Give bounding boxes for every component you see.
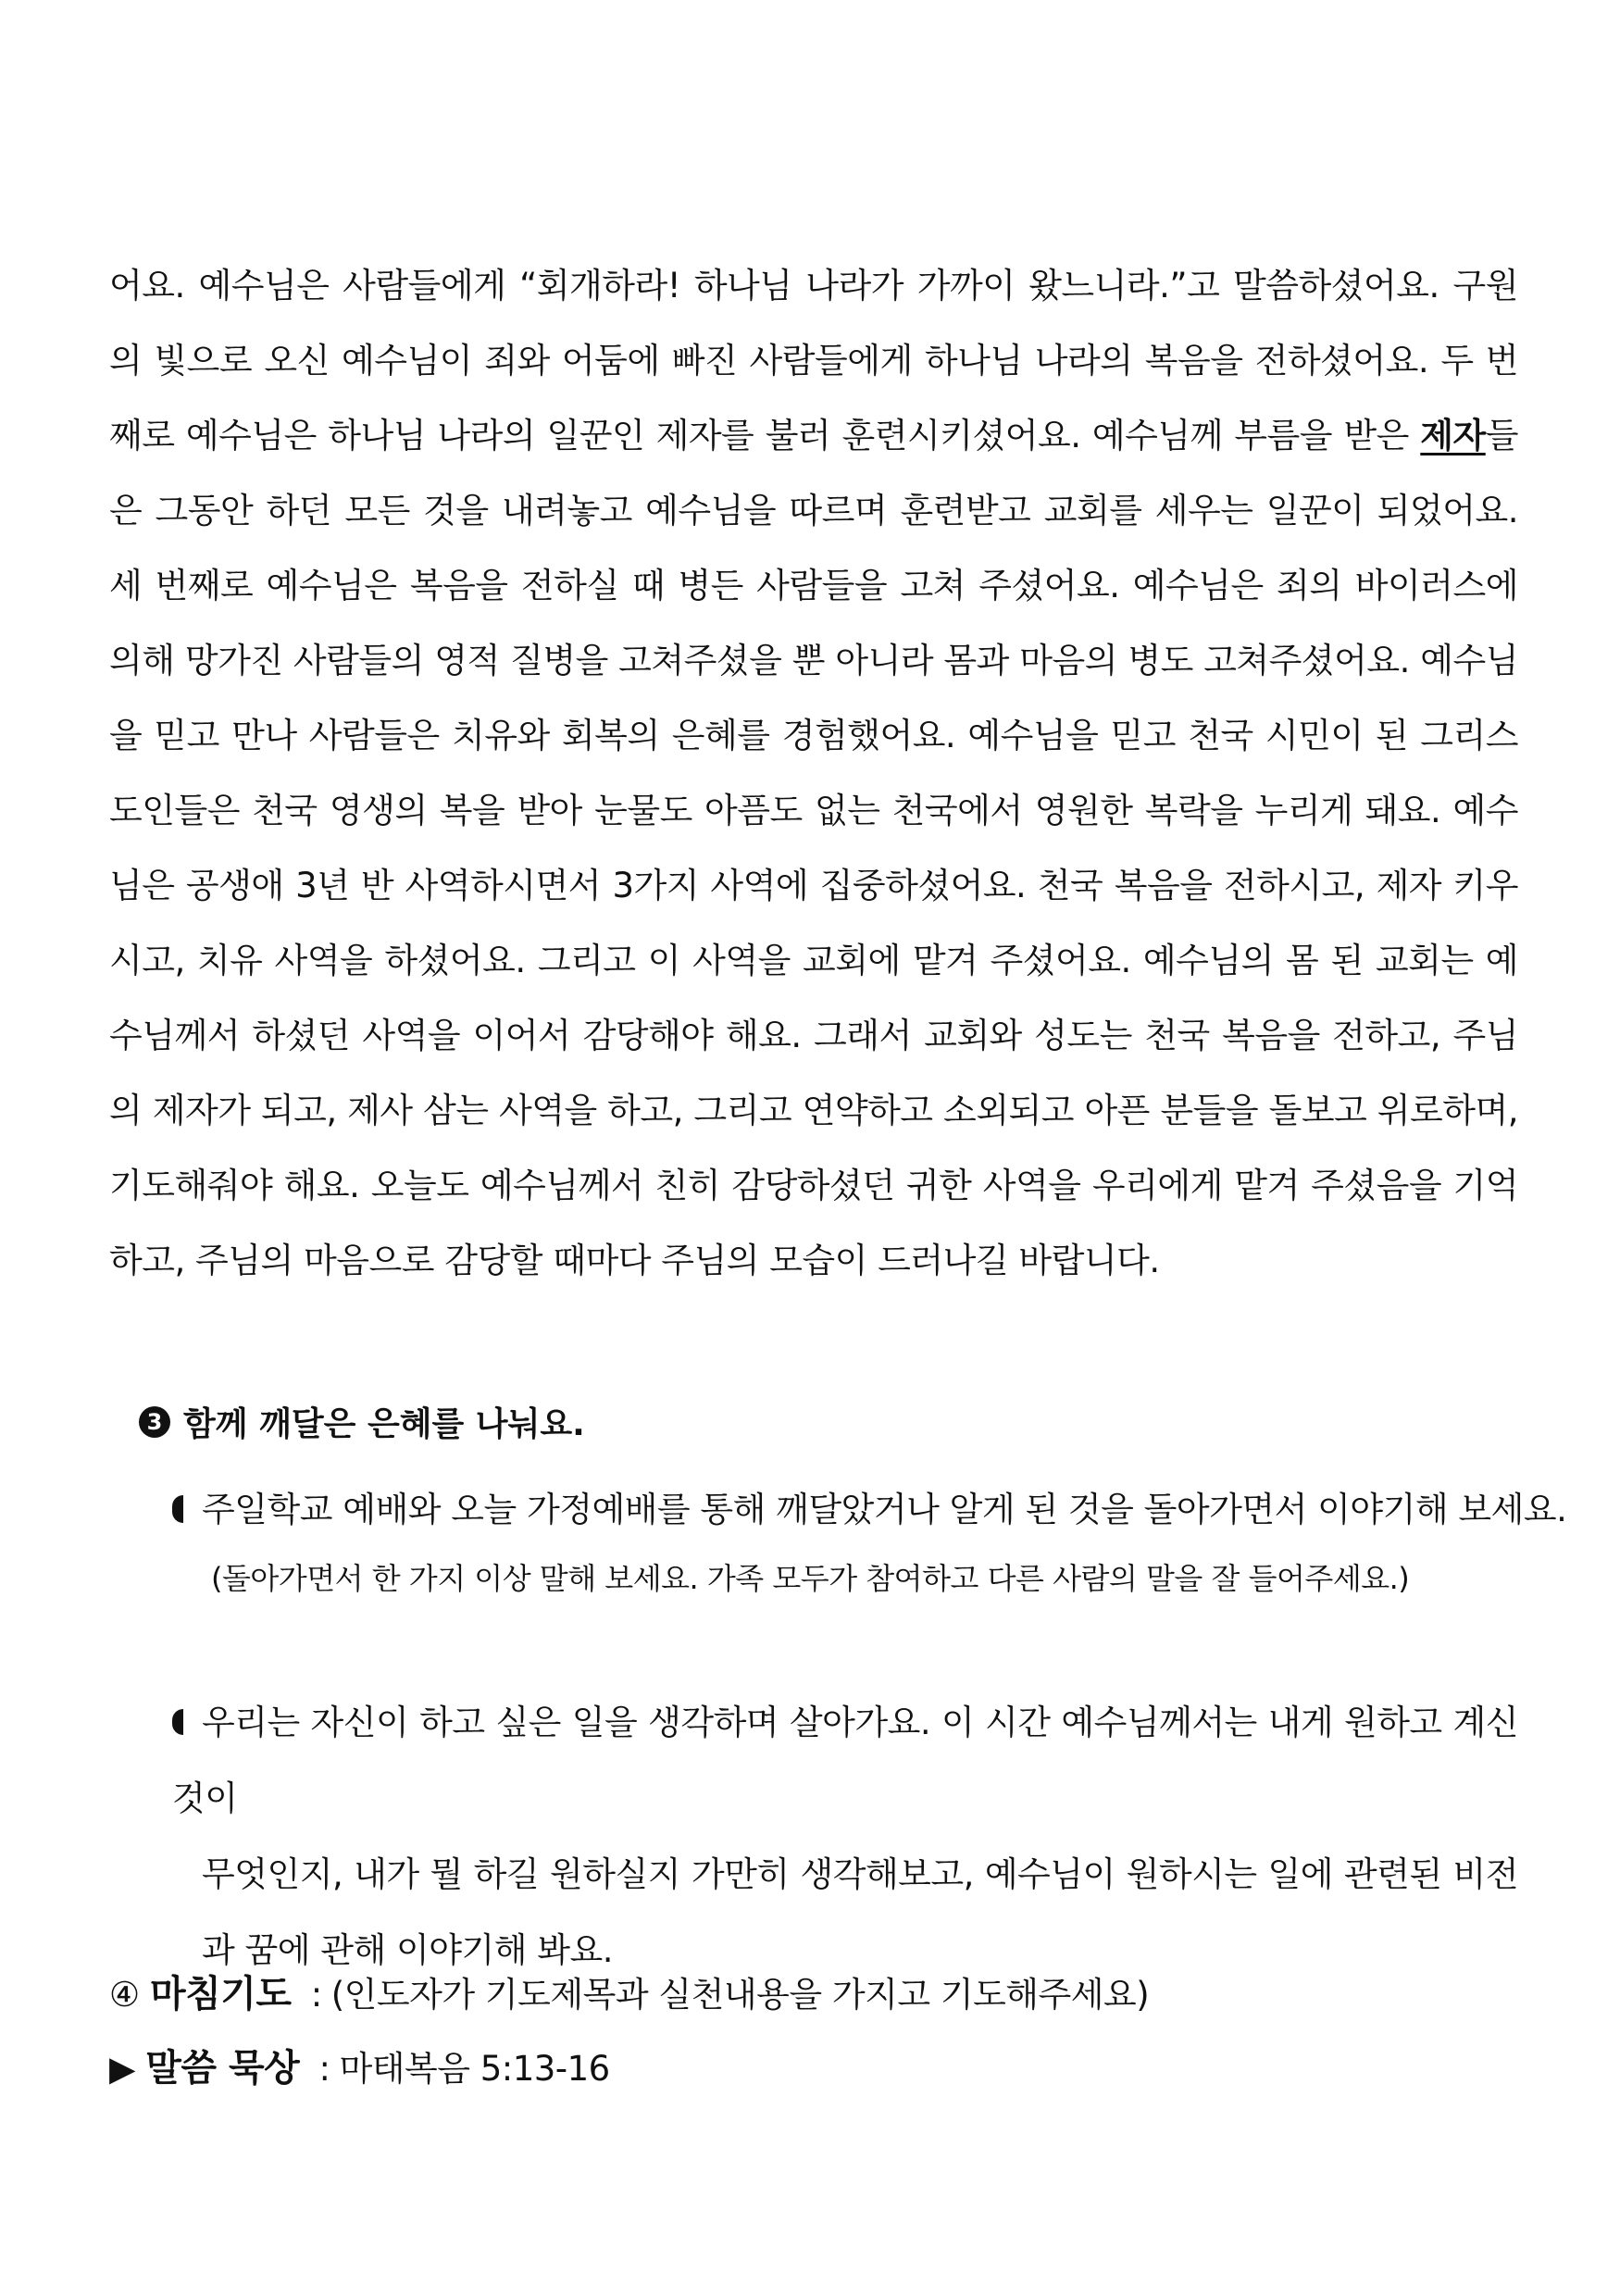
section-3-title-text: 함께 깨달은 은혜를 나눠요. — [183, 1405, 585, 1443]
body-paragraph — [109, 248, 1518, 1298]
body-text-part-2: 들은 그동안 하던 모든 것을 내려놓고 예수님을 따르며 훈련받고 교회를 세우는 일꾼이 되었어요. 세 번째로 예수님은 복음을 전하실 때 병든 사람들을 고쳐 주셨어요. 예수님은 죄의 바이러스에 의해 망가진 사람들의 영적 질병을 고쳐주셨을 뿐 아니라 몸과 마음의 병도 고쳐주셨어요. 예수님을 믿고 만나 사람들은 치유와 회복의 은혜를 경험했어요. 예수님을 믿고 천국 시민이 된 그리스도인들은 천국 영생의 복을 받아 눈물도 아픔도 없는 천국에서 영원한 복락을 누리게 돼요. 예수님은 공생애 3년 반 사역하시면서 3가지 사역에 집중하셨어요. 천국 복음을 전하시고, 제자 키우시고, 치유 사역을 하셨어요. 그리고 이 사역을 교회에 맡겨 주셨어요. 예수님의 몸 된 교회는 예수님께서 하셨던 사역을 이어서 감당해야 해요. 그래서 교회와 성도는 천국 복음을 전하고, 주님의 제자가 되고, 제사 삼는 사역을 하고, 그리고 연약하고 소외되고 아픈 분들을 돌보고 위로하며, 기도해줘야 해요. 오늘도 예수님께서 친히 감당하셨던 귀한 사역을 우리에게 맡겨 주셨음을 기억하고, 주님의 마음으로 감당할 때마다 주님의 모습이 드러나길 바랍니다. — [109, 416, 1518, 1280]
meditation-text: 마태복음 5:13-16 — [339, 2049, 610, 2089]
question-1-note: (돌아가면서 한 가지 이상 말해 보세요. 가족 모두가 참여하고 다른 사람의 말을 잘 들어주세요.) — [211, 1561, 1410, 1596]
bullet-marker-1-icon — [172, 1495, 183, 1523]
meditation-title: 말씀 묵상 — [145, 2047, 300, 2090]
closing-separator: : — [310, 1975, 322, 2015]
question-1-text: 주일학교 예배와 오늘 가정예배를 통해 깨달았거나 알게 된 것을 돌아가면서 이야기해 보세요. — [202, 1490, 1567, 1529]
underlined-word: 제자 — [1420, 416, 1486, 455]
question-2 — [172, 1685, 1518, 1989]
meditation-separator: : — [318, 2049, 330, 2089]
closing-marker: ④ — [109, 1975, 140, 2015]
closing-prayer — [109, 1965, 1149, 2017]
section-3-title — [139, 1398, 585, 1445]
closing-title: 마침기도 — [149, 1973, 292, 2015]
question-2-rest: 무엇인지, 내가 뭘 하길 원하실지 가만히 생각해보고, 예수님이 원하시는 일에 관련된 비전과 꿈에 관해 이야기해 봐요. — [202, 1854, 1518, 1970]
question-1 — [172, 1481, 1566, 1531]
meditation-marker-icon: ▶ — [109, 2049, 135, 2089]
section-number-badge: 3 — [139, 1406, 170, 1438]
word-meditation — [109, 2039, 610, 2091]
closing-text: (인도자가 기도제목과 실천내용을 가지고 기도해주세요) — [330, 1975, 1150, 2015]
body-text-part-1: 어요. 예수님은 사람들에게 “회개하라! 하나님 나라가 가까이 왔느니라.”고 말씀하셨어요. 구원의 빛으로 오신 예수님이 죄와 어둠에 빠진 사람들에게 하나님 나라의 복음을 전하셨어요. 두 번째로 예수님은 하나님 나라의 일꾼인 제자를 불러 훈련시키셨어요. 예수님께 부름을 받은 — [109, 266, 1518, 455]
question-2-line-1: 우리는 자신이 하고 싶은 일을 생각하며 살아가요. 이 시간 예수님께서는 내게 원하고 계신 것이 — [172, 1703, 1518, 1818]
bullet-marker-2-icon — [172, 1709, 183, 1735]
